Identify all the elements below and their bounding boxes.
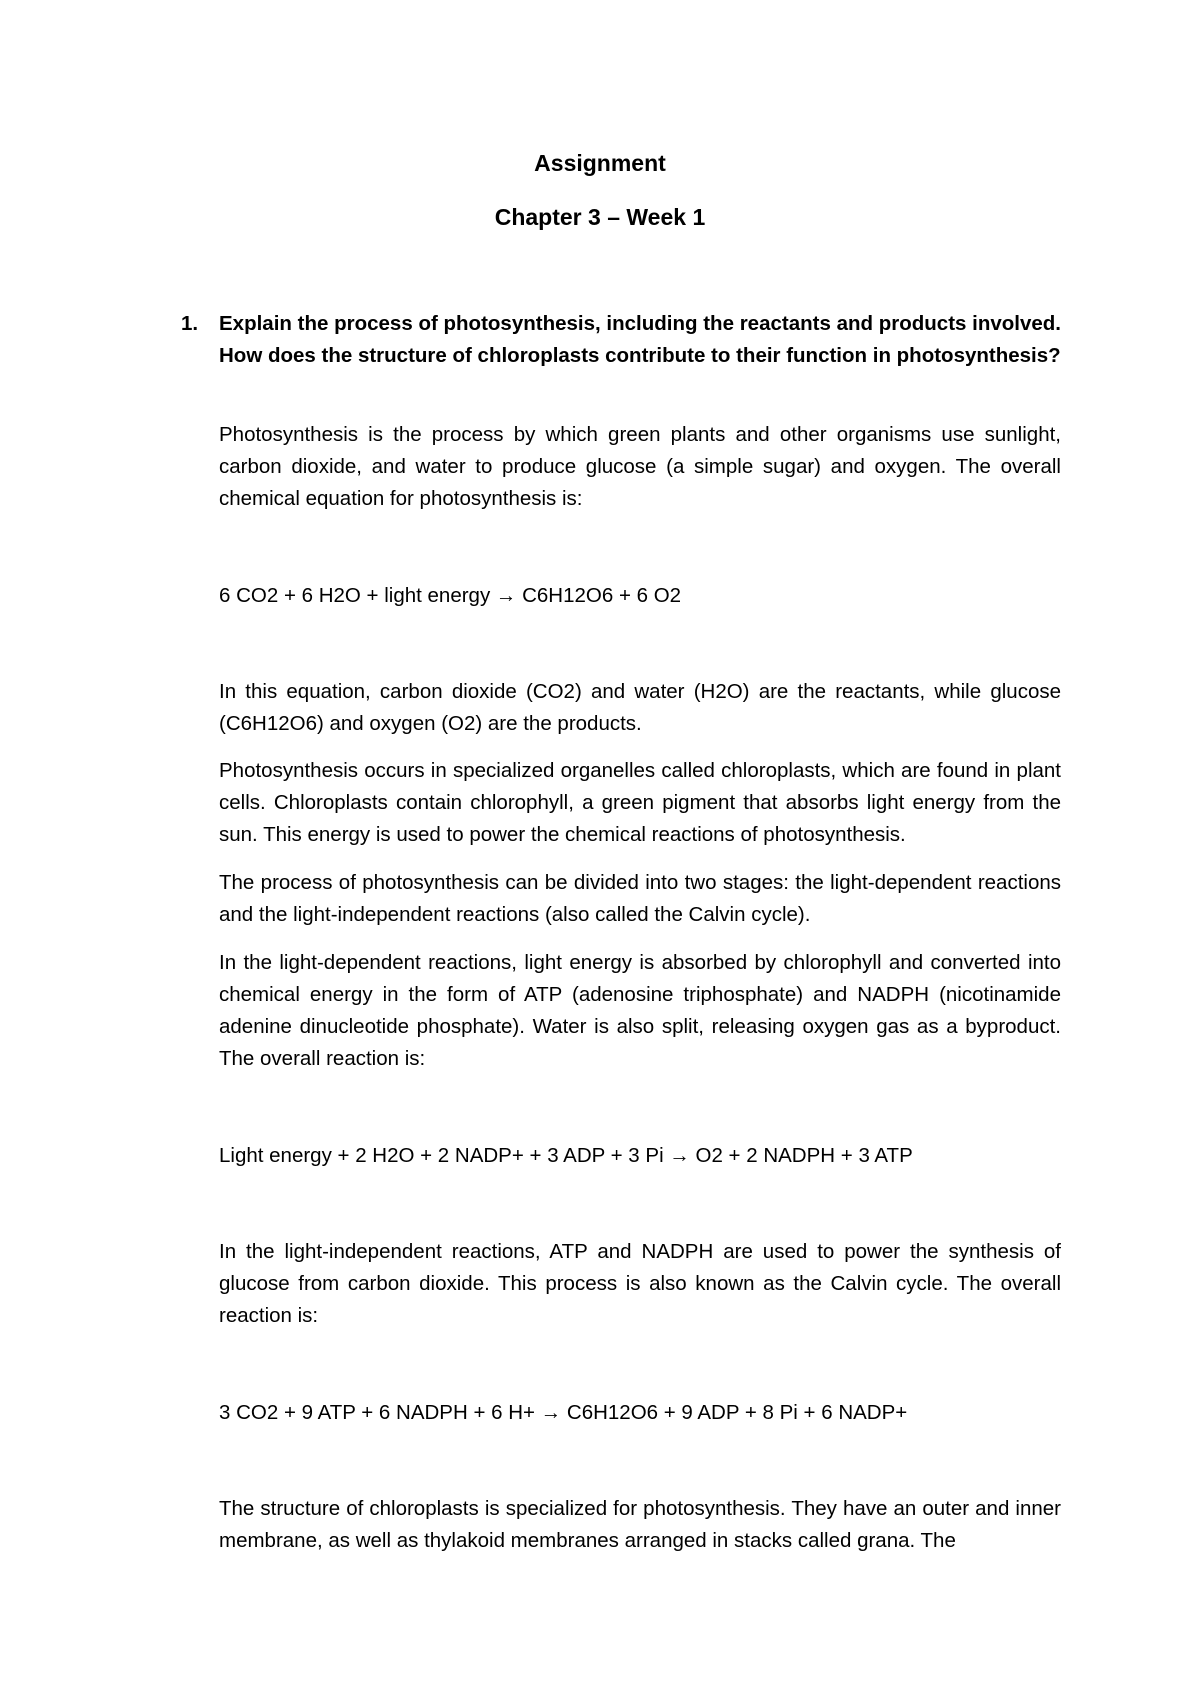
paragraph-2: In this equation, carbon dioxide (CO2) and water (H2O) are the reactants, while glucose (C6H12O6) and oxygen (O2) are the products. <box>219 680 1061 735</box>
document-subtitle: Chapter 3 – Week 1 <box>494 204 706 230</box>
paragraph-7: The structure of chloroplasts is specialized for photosynthesis. They have an outer and inner membrane, as well as thylakoid membranes arranged in stacks called grana. The <box>219 1497 1061 1552</box>
document-title: Assignment <box>534 150 666 176</box>
equation-photosynthesis: 6 CO2 + 6 H2O + light energy → C6H12O6 + 6 O2 <box>219 584 682 607</box>
paragraph-3: Photosynthesis occurs in specialized organelles called chloroplasts, which are found in plant cells. Chloroplasts contain chlorophyll, a green pigment that absorbs light energy from the sun. This energy is used to power the chemical reactions of photosynthesis. <box>219 759 1061 846</box>
equation-light-dependent: Light energy + 2 H2O + 2 NADP+ + 3 ADP + 3 Pi → O2 + 2 NADPH + 3 ATP <box>219 1144 913 1167</box>
question-text: Explain the process of photosynthesis, including the reactants and products involved. How does the structure of chloroplasts contribute to their function in photosynthesis? <box>219 312 1061 367</box>
paragraph-5: In the light-dependent reactions, light energy is absorbed by chlorophyll and converted into chemical energy in the form of ATP (adenosine triphosphate) and NADPH (nicotinamide adenine dinucleotide phosphate). Water is also split, releasing oxygen gas as a byproduct. The overall reaction is: <box>219 951 1061 1070</box>
paragraph-1: Photosynthesis is the process by which green plants and other organisms use sunlight, carbon dioxide, and water to produce glucose (a simple sugar) and oxygen. The overall chemical equation for photosynthesis is: <box>219 423 1061 510</box>
question-number: 1. <box>181 312 199 335</box>
paragraph-6: In the light-independent reactions, ATP and NADPH are used to power the synthesis of glucose from carbon dioxide. This process is also known as the Calvin cycle. The overall reaction is: <box>219 1240 1061 1327</box>
paragraph-4: The process of photosynthesis can be divided into two stages: the light-dependent reactions and the light-independent reactions (also called the Calvin cycle). <box>219 871 1061 926</box>
equation-calvin-cycle: 3 CO2 + 9 ATP + 6 NADPH + 6 H+ → C6H12O6 + 9 ADP + 8 Pi + 6 NADP+ <box>219 1401 908 1424</box>
